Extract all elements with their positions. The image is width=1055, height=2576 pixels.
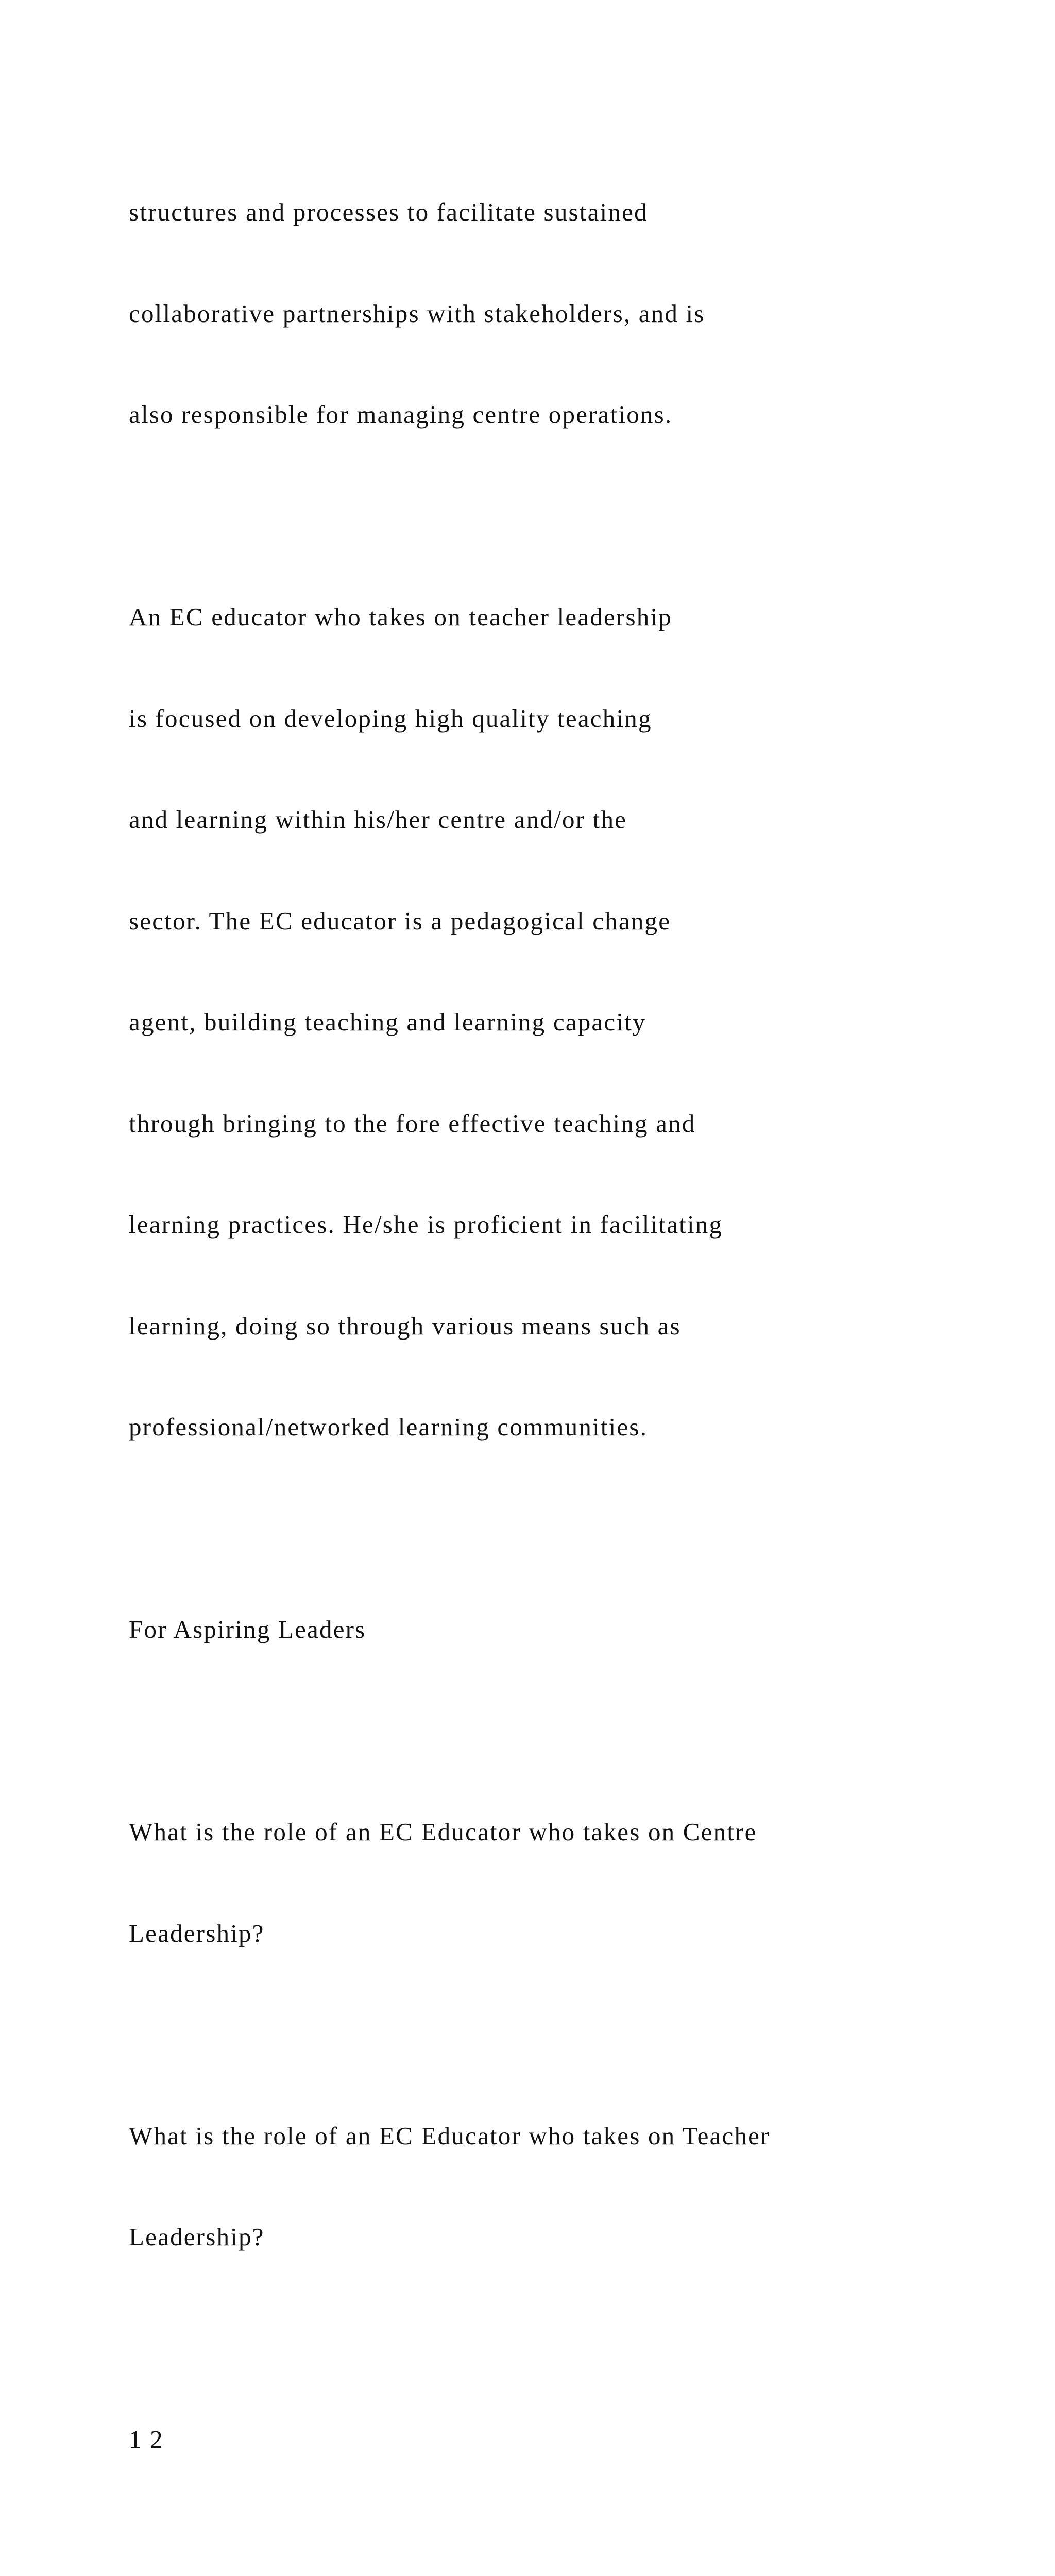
numbering-line: 1 2 (129, 2425, 164, 2453)
text-line: learning, doing so through various means such as (129, 1311, 681, 1340)
section-heading: For Aspiring Leaders (129, 1615, 366, 1643)
text-line: is focused on developing high quality teaching (129, 704, 652, 733)
question-line: Leadership? (129, 1919, 265, 1947)
question-line: What is the role of an EC Educator who takes on Teacher (129, 2121, 770, 2150)
text-line: sector. The EC educator is a pedagogical change (129, 906, 671, 935)
text-line: agent, building teaching and learning capacity (129, 1008, 646, 1036)
blank-line (129, 2524, 1035, 2558)
text-line: professional/networked learning communities. (129, 1413, 648, 1441)
blank-line (129, 1714, 1035, 1748)
text-line: also responsible for managing centre operations. (129, 400, 673, 429)
text-line: collaborative partnerships with stakeholders, and is (129, 299, 705, 328)
text-line: structures and processes to facilitate sustained (129, 198, 648, 226)
blank-line (129, 499, 1035, 533)
blank-line (129, 1512, 1035, 1546)
question-line: Leadership? (129, 2223, 265, 2251)
text-line: and learning within his/her centre and/or the (129, 805, 627, 834)
document-text (129, 128, 1035, 2576)
blank-line (129, 2018, 1035, 2052)
text-line: An EC educator who takes on teacher leadership (129, 603, 672, 631)
question-line: What is the role of an EC Educator who takes on Centre (129, 1818, 757, 1846)
text-line: through bringing to the fore effective teaching and (129, 1109, 696, 1138)
blank-line (129, 2321, 1035, 2355)
text-line: learning practices. He/she is proficient in facilitating (129, 1210, 723, 1239)
